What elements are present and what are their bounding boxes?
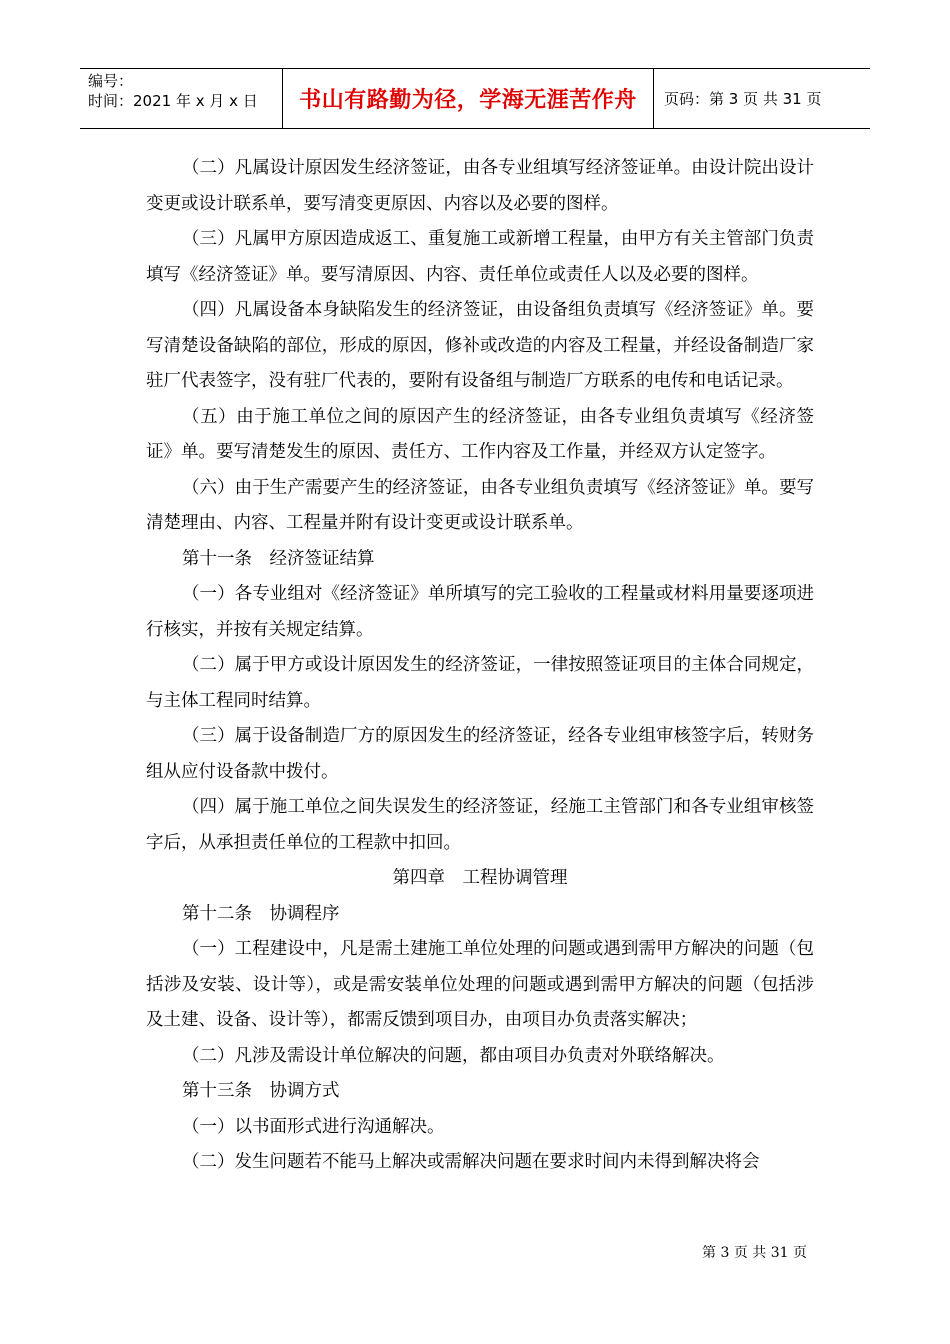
paragraph: （四）凡属设备本身缺陷发生的经济签证，由设备组负责填写《经济签证》单。要写清楚设备缺陷的部位，形成的原因，修补或改造的内容及工程量，并经设备制造厂家驻厂代表签字，没有驻厂代表的，要附有设备组与制造厂方联系的电传和电话记录。	[146, 300, 814, 391]
paragraph: （一）各专业组对《经济签证》单所填写的完工验收的工程量或材料用量要逐项进行核实，并按有关规定结算。	[146, 584, 814, 640]
page-header	[80, 68, 870, 129]
header-motto: 书山有路勤为径，学海无涯苦作舟	[282, 69, 654, 128]
article-heading: 第十一条 经济签证结算	[182, 548, 375, 569]
article-heading: 第十二条 协调程序	[182, 903, 340, 924]
paragraph: （二）凡涉及需设计单位解决的问题，都由项目办负责对外联络解决。	[182, 1045, 725, 1066]
paragraph: （一）以书面形式进行沟通解决。	[182, 1116, 445, 1137]
header-meta	[80, 69, 282, 128]
paragraph: （一）工程建设中，凡是需土建施工单位处理的问题或遇到需甲方解决的问题（包括涉及安装、设计等），或是需安装单位处理的问题或遇到需甲方解决的问题（包括涉及土建、设备、设计等），都需反馈到项目办，由项目办负责落实解决；	[146, 939, 814, 1030]
page-footer: 第 3 页 共 31 页	[702, 1245, 807, 1261]
paragraph: （二）发生问题若不能马上解决或需解决问题在要求时间内未得到解决将会	[182, 1152, 760, 1172]
paragraph: （五）由于施工单位之间的原因产生的经济签证，由各专业组负责填写《经济签证》单。要写清楚发生的原因、责任方、工作内容及工作量，并经双方认定签字。	[146, 406, 814, 462]
paragraph: （二）属于甲方或设计原因发生的经济签证，一律按照签证项目的主体合同规定，与主体工程同时结算。	[146, 655, 814, 711]
paragraph: （三）属于设备制造厂方的原因发生的经济签证，经各专业组审核签字后，转财务组从应付设备款中拨付。	[146, 726, 814, 782]
paragraph: （三）凡属甲方原因造成返工、重复施工或新增工程量，由甲方有关主管部门负责填写《经济签证》单。要写清原因、内容、责任单位或责任人以及必要的图样。	[146, 229, 814, 285]
document-date: 时间：2021 年 x 月 x 日	[88, 92, 258, 110]
chapter-heading: 第四章 工程协调管理	[392, 868, 568, 888]
paragraph: （二）凡属设计原因发生经济签证，由各专业组填写经济签证单。由设计院出设计变更或设计联系单，要写清变更原因、内容以及必要的图样。	[146, 158, 814, 214]
article-heading: 第十三条 协调方式	[182, 1081, 340, 1101]
paragraph: （四）属于施工单位之间失误发生的经济签证，经施工主管部门和各专业组审核签字后，从承担责任单位的工程款中扣回。	[146, 797, 814, 853]
document-body	[146, 151, 814, 1181]
paragraph: （六）由于生产需要产生的经济签证，由各专业组负责填写《经济签证》单。要写清楚理由、内容、工程量并附有设计变更或设计联系单。	[146, 477, 814, 533]
header-page-number: 页码：第 3 页 共 31 页	[664, 90, 822, 108]
document-number-label: 编号：	[88, 72, 134, 90]
